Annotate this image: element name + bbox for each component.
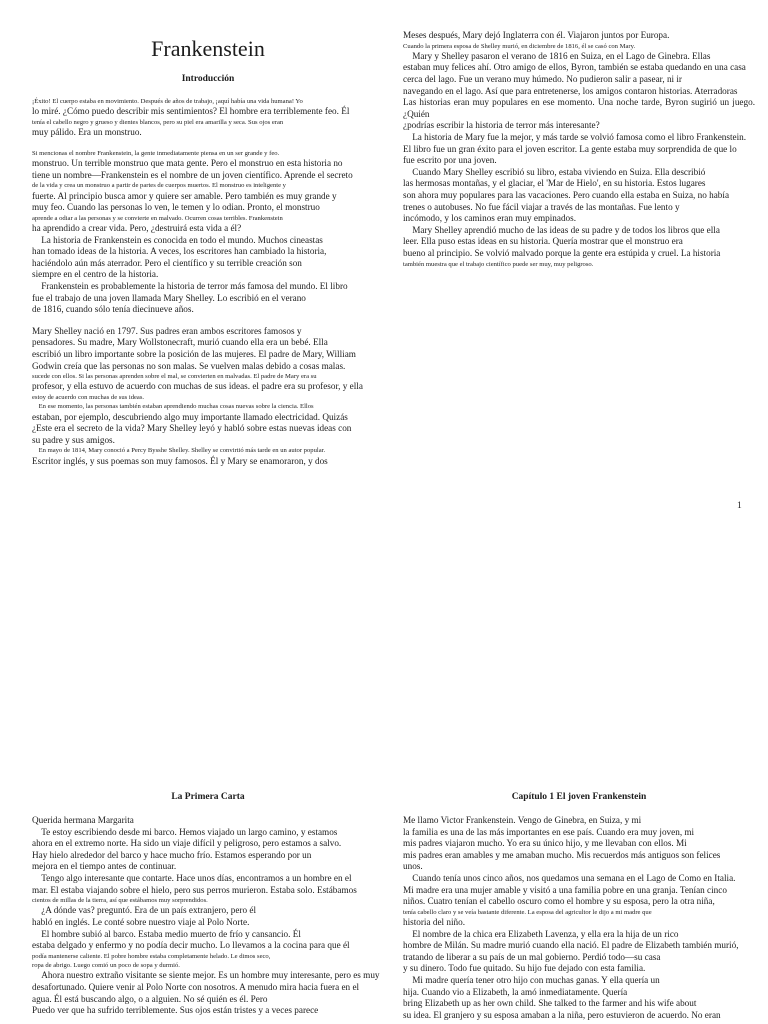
text-line: Ahora nuestro extraño visitante se siente mejor. Es un hombre muy interesante, pero es muy <box>32 970 380 981</box>
text-line: La historia de Mary fue la mejor, y más tarde se volvió famosa como el libro Frankenstein. <box>403 132 747 143</box>
text-line: historia del niño. <box>403 917 466 928</box>
section-heading-capitulo-1: Capítulo 1 El joven Frankenstein <box>511 792 647 802</box>
text-line: también muestra que el trabajo científico puede ser muy, muy peligroso. <box>403 260 594 268</box>
page-number: 1 <box>737 501 742 511</box>
text-line: aprende a odiar a las personas y se convierte en malvado. Ocurren cosas terribles. Frankenstein <box>32 214 283 222</box>
text-line: En mayo de 1814, Mary conoció a Percy Bysshe Shelley. Shelley se convirtió más tarde en un autor popular. <box>32 447 326 455</box>
text-line: y su dinero. Todo fue quitado. Su hijo fue dejado con esta familia. <box>403 963 646 974</box>
text-line: mis padres eran amables y me amaban mucho. Mis recuerdos más antiguos son felices <box>403 849 721 860</box>
text-line: ¡Éxito! El cuerpo estaba en movimiento. Después de años de trabajo, ¡aquí había una vida humana! Yo <box>32 98 303 105</box>
text-line: profesor, y ella estuvo de acuerdo con muchas de sus ideas. el padre era su profesor, y ella <box>32 381 363 392</box>
text-line: Mary Shelley nació en 1797. Sus padres eran ambos escritores famosos y <box>32 325 302 336</box>
paragraph-block <box>403 30 755 269</box>
text-line: Hay hielo alrededor del barco y hace mucho frío. Estamos esperando por un <box>32 849 312 860</box>
text-line: desafortunado. Quiere venir al Polo Norte con nosotros. A menudo mira hacia fuera en el <box>32 982 360 993</box>
text-line: de 1816, cuando sólo tenía diecinueve años. <box>32 304 194 315</box>
text-line: pensadores. Su madre, Mary Wollstonecraft, murió cuando ella era un bebé. Ella <box>32 337 328 348</box>
text-line: podía mantenerse caliente. El pobre hombre estaba completamente helado. Le dimos seco, <box>32 952 271 960</box>
text-line: Querida hermana Margarita <box>32 815 134 825</box>
text-line: estaba delgado y enfermo y no podía decir mucho. Lo llevamos a la cocina para que él <box>32 940 350 951</box>
paragraph-block <box>32 149 384 316</box>
text-line: monstruo. Un terrible monstruo que mata gente. Pero el monstruo en esta historia no <box>32 158 343 169</box>
text-line: El libro fue un gran éxito para el joven escritor. La gente estaba muy sorprendida de que lo <box>403 143 737 154</box>
text-line: las hermosas montañas, y el glaciar, el 'Mar de Hielo', en su historia. Estos lugares <box>403 178 706 189</box>
text-line: mis padres viajaron mucho. Yo era su único hijo, y me llevaban con ellos. Mi <box>403 838 687 849</box>
text-line: agua. Él está buscando algo, o a alguien. No sé quién es él. Pero <box>32 993 268 1004</box>
text-line: trenes o autobuses. No fue fácil viajar a través de las montañas. Fue lento y <box>403 201 680 212</box>
paragraph-block <box>403 815 755 1021</box>
text-line: la familia es una de las más importantes en ese país. Cuando era muy joven, mi <box>403 826 695 837</box>
text-line: ahora en el extremo norte. Ha sido un viaje difícil y peligroso, pero estamos a salvo. <box>32 838 342 849</box>
text-line: El nombre de la chica era Elizabeth Lavenza, y ella era la hija de un rico <box>403 928 679 939</box>
text-line: bring Elizabeth up as her own child. She talked to the farmer and his wife about <box>403 998 697 1009</box>
text-line: muy feo. Cuando las personas lo ven, le temen y lo odian. Pronto, el monstruo <box>32 202 320 213</box>
text-line: navegando en el lago. Así que para entretenerse, los amigos contaron historias. Aterradoras <box>403 85 738 96</box>
text-line: escribió un libro importante sobre la posición de las mujeres. El padre de Mary, William <box>32 348 356 359</box>
text-line: Si mencionas el nombre Frankenstein, la gente inmediatamente piensa en un ser grande y feo. <box>32 149 280 157</box>
text-line: lo miré. ¿Cómo puedo describir mis sentimientos? El hombre era terriblemente feo. Él <box>32 106 350 117</box>
text-line: su idea. El granjero y su esposa amaban a la niña, pero estuvieron de acuerdo. No eran <box>403 1009 721 1020</box>
text-line: siempre en el centro de la historia. <box>32 269 159 280</box>
text-line: son ahora muy populares para las vacaciones. Pero cuando ella estaba en Suiza, no había <box>403 190 730 201</box>
text-line: Tengo algo interesante que contarte. Hace unos días, encontramos a un hombre en el <box>32 872 352 883</box>
text-line: La historia de Frankenstein es conocida en todo el mundo. Muchos cineastas <box>32 234 323 245</box>
text-line: Cuando Mary Shelley escribió su libro, estaba viviendo en Suiza. Ella describió <box>403 166 706 177</box>
text-line: unos. <box>403 861 423 872</box>
text-line: niños. Cuatro tenían el cabello oscuro como el hombre y su esposa, pero la otra niña, <box>403 896 715 907</box>
text-line: estaban, por ejemplo, descubriendo algo muy importante llamado electricidad. Quizás <box>32 411 348 422</box>
text-line: ropa de abrigo. Luego comió un poco de sopa y durmió. <box>32 962 180 970</box>
text-line: sucede con ellos. Si las personas aprenden sobre el mal, se convierten en malvadas. El padre de Mary era su <box>32 373 317 381</box>
text-line: fuerte. Al principio busca amor y quiere ser amable. Pero también es muy grande y <box>32 190 337 201</box>
text-line: mar. El estaba viajando sobre el hielo, pero sus perros murieron. Estaba solo. Estábamos <box>32 884 357 895</box>
text-line: Mary Shelley aprendió mucho de las ideas de su padre y de todos los libros que ella <box>403 224 720 235</box>
paragraph-block <box>32 815 384 1017</box>
text-line: bueno al principio. Se volvió malvado porque la gente era estúpida y cruel. La historia <box>403 247 721 258</box>
text-line: Mary y Shelley pasaron el verano de 1816 en Suiza, en el Lago de Ginebra. Ellas <box>403 50 711 61</box>
text-line: Mi madre quería tener otro hijo con muchas ganas. Y ella quería un <box>403 975 660 986</box>
text-line: tratando de liberar a su país de un mal gobierno. Perdió todo—su casa <box>403 951 661 962</box>
text-line: estoy de acuerdo con muchas de sus ideas. <box>32 394 145 402</box>
paragraph-block <box>32 97 384 139</box>
paragraph-block <box>32 326 384 468</box>
text-line: fue escrito por una joven. <box>403 155 497 166</box>
text-line: fue el trabajo de una joven llamada Mary Shelley. Lo escribió en el verano <box>32 292 306 303</box>
text-line: cerca del lago. Fue un verano muy húmedo. No pudieron salir a pasear, ni ir <box>403 74 682 85</box>
text-line: mejora en el tiempo antes de continuar. <box>32 861 177 872</box>
text-line: El hombre subió al barco. Estaba medio muerto de frío y cansancio. Él <box>32 928 301 939</box>
book-title: Frankenstein <box>151 36 265 61</box>
text-line: incómodo, y los caminos eran muy empinados. <box>403 213 577 224</box>
text-line: Te estoy escribiendo desde mi barco. Hemos viajado un largo camino, y estamos <box>32 826 338 837</box>
text-line: su padre y sus amigos. <box>32 434 115 445</box>
text-line: han tomado ideas de la historia. A veces, los escritores han cambiado la historia, <box>32 246 327 257</box>
text-line: ¿podrías escribir la historia de terror más interesante? <box>403 120 600 131</box>
section-heading-primera-carta: La Primera Carta <box>171 792 245 802</box>
text-line: Escritor inglés, y sus poemas son muy famosos. Él y Mary se enamoraron, y dos <box>32 455 328 466</box>
text-line: tenía cabello claro y se veía bastante diferente. La esposa del agricultor le dijo a mi madre que <box>403 908 652 916</box>
text-line: Las historias eran muy populares en ese momento. Una noche tarde, Byron sugirió un juego. ¿Quién <box>403 97 755 119</box>
text-line: de la vida y crea un monstruo a partir de partes de cuerpos muertos. El monstruo es inteligente y <box>32 182 286 190</box>
column-top-left <box>32 30 384 467</box>
text-line: Cuando tenía unos cinco años, nos quedamos una semana en el Lago de Como en Italia. <box>403 872 736 883</box>
text-line: hombre de Milán. Su madre murió cuando ella nació. El padre de Elizabeth también murió, <box>403 940 739 951</box>
text-line: Frankenstein es probablemente la historia de terror más famosa del mundo. El libro <box>32 281 348 292</box>
text-line: tiene un nombre—Frankenstein es el nombre de un joven científico. Aprende el secreto <box>32 169 353 180</box>
text-line: muy pálido. Era un monstruo. <box>32 127 142 138</box>
text-line: ha aprendido a crear vida. Pero, ¿destruirá esta vida a él? <box>32 223 242 234</box>
text-line: ¿A dónde vas? preguntó. Era de un país extranjero, pero él <box>32 905 256 916</box>
text-line: En ese momento, las personas también estaban aprendiendo muchas cosas nuevas sobre la ciencia. Ellos <box>32 403 314 411</box>
text-line: leer. Ella puso estas ideas en su historia. Quería mostrar que el monstruo era <box>403 236 683 247</box>
text-line: Meses después, Mary dejó Inglaterra con él. Viajaron juntos por Europa. <box>403 30 670 40</box>
text-line: haciéndolo aún más aterrador. Pero el científico y su terrible creación son <box>32 257 302 268</box>
text-line: estaban muy felices ahí. Otro amigo de ellos, Byron, también se estaba quedando en una casa <box>403 62 746 73</box>
text-line: cientos de millas de la tierra, así que estábamos muy sorprendidos. <box>32 897 208 905</box>
column-top-right <box>403 30 755 269</box>
column-bottom-left <box>32 792 384 1017</box>
text-line: Godwin creía que las personas no son malas. Se vuelven malas debido a cosas malas. <box>32 360 346 371</box>
text-line: hija. Cuando vio a Elizabeth, la amó inmediatamente. Quería <box>403 986 628 997</box>
text-line: Mi madre era una mujer amable y visitó a una familia pobre en una granja. Tenían cinco <box>403 884 727 895</box>
section-heading-introduccion: Introducción <box>181 74 235 84</box>
text-line: ¿Este era el secreto de la vida? Mary Shelley leyó y habló sobre estas nuevas ideas con <box>32 423 352 434</box>
text-line: Puedo ver que ha sufrido terriblemente. Sus ojos están tristes y a veces parece <box>32 1005 319 1016</box>
text-line: tenía el cabello negro y grueso y dientes blancos, pero su piel era amarilla y seca. Sus ojos eran <box>32 118 284 126</box>
text-line: Me llamo Victor Frankenstein. Vengo de Ginebra, en Suiza, y mi <box>403 815 642 825</box>
text-line: Cuando la primera esposa de Shelley murió, en diciembre de 1816, él se casó con Mary. <box>403 42 636 50</box>
column-bottom-right <box>403 792 755 1021</box>
text-line: habló en inglés. Le conté sobre nuestro viaje al Polo Norte. <box>32 917 250 928</box>
